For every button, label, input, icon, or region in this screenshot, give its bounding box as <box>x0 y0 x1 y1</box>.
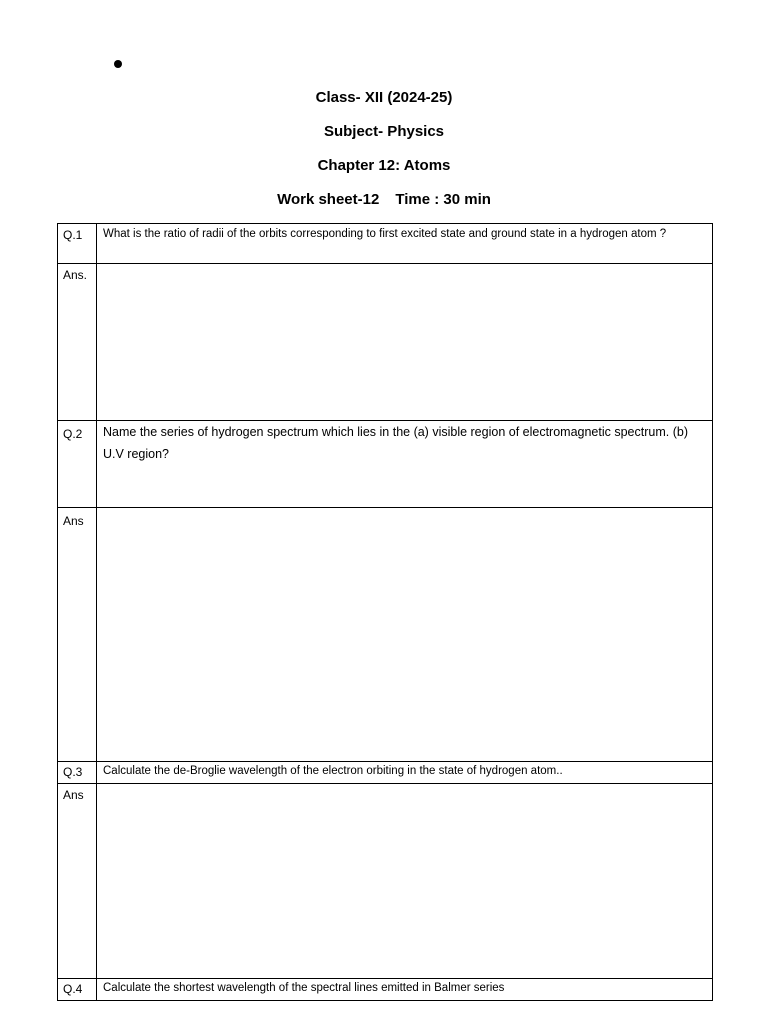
question-label: Q.1 <box>58 224 97 264</box>
question-row-3 <box>58 762 713 784</box>
answer-label: Ans. <box>58 264 97 421</box>
chapter-heading: Chapter 12: Atoms <box>317 157 451 174</box>
worksheet-heading <box>0 191 768 209</box>
question-text: Name the series of hydrogen spectrum which lies in the (a) visible region of electromagnetic spectrum. (b) U.V region? <box>97 421 713 508</box>
answer-space[interactable] <box>97 784 713 979</box>
worksheet-table <box>57 223 713 1001</box>
question-row-1 <box>58 224 713 264</box>
answer-label: Ans <box>58 784 97 979</box>
question-label: Q.2 <box>58 421 97 508</box>
answer-space[interactable] <box>97 508 713 762</box>
bullet-point <box>114 60 122 68</box>
question-row-2 <box>58 421 713 508</box>
answer-label: Ans <box>58 508 97 762</box>
answer-space[interactable] <box>97 264 713 421</box>
class-heading: Class- XII (2024-25) <box>315 89 453 106</box>
answer-row-3 <box>58 784 713 979</box>
question-text: Calculate the shortest wavelength of the spectral lines emitted in Balmer series <box>97 979 713 1001</box>
question-label: Q.3 <box>58 762 97 784</box>
question-row-4 <box>58 979 713 1001</box>
answer-row-1 <box>58 264 713 421</box>
answer-row-2 <box>58 508 713 762</box>
subject-heading: Subject- Physics <box>323 123 445 140</box>
time-limit: Time : 30 min <box>395 191 491 208</box>
question-label: Q.4 <box>58 979 97 1001</box>
question-text: Calculate the de-Broglie wavelength of the electron orbiting in the state of hydrogen atom.. <box>97 762 713 784</box>
worksheet-number: Work sheet-12 <box>277 191 380 208</box>
question-text: What is the ratio of radii of the orbits corresponding to first excited state and ground state in a hydrogen atom ? <box>97 224 713 264</box>
